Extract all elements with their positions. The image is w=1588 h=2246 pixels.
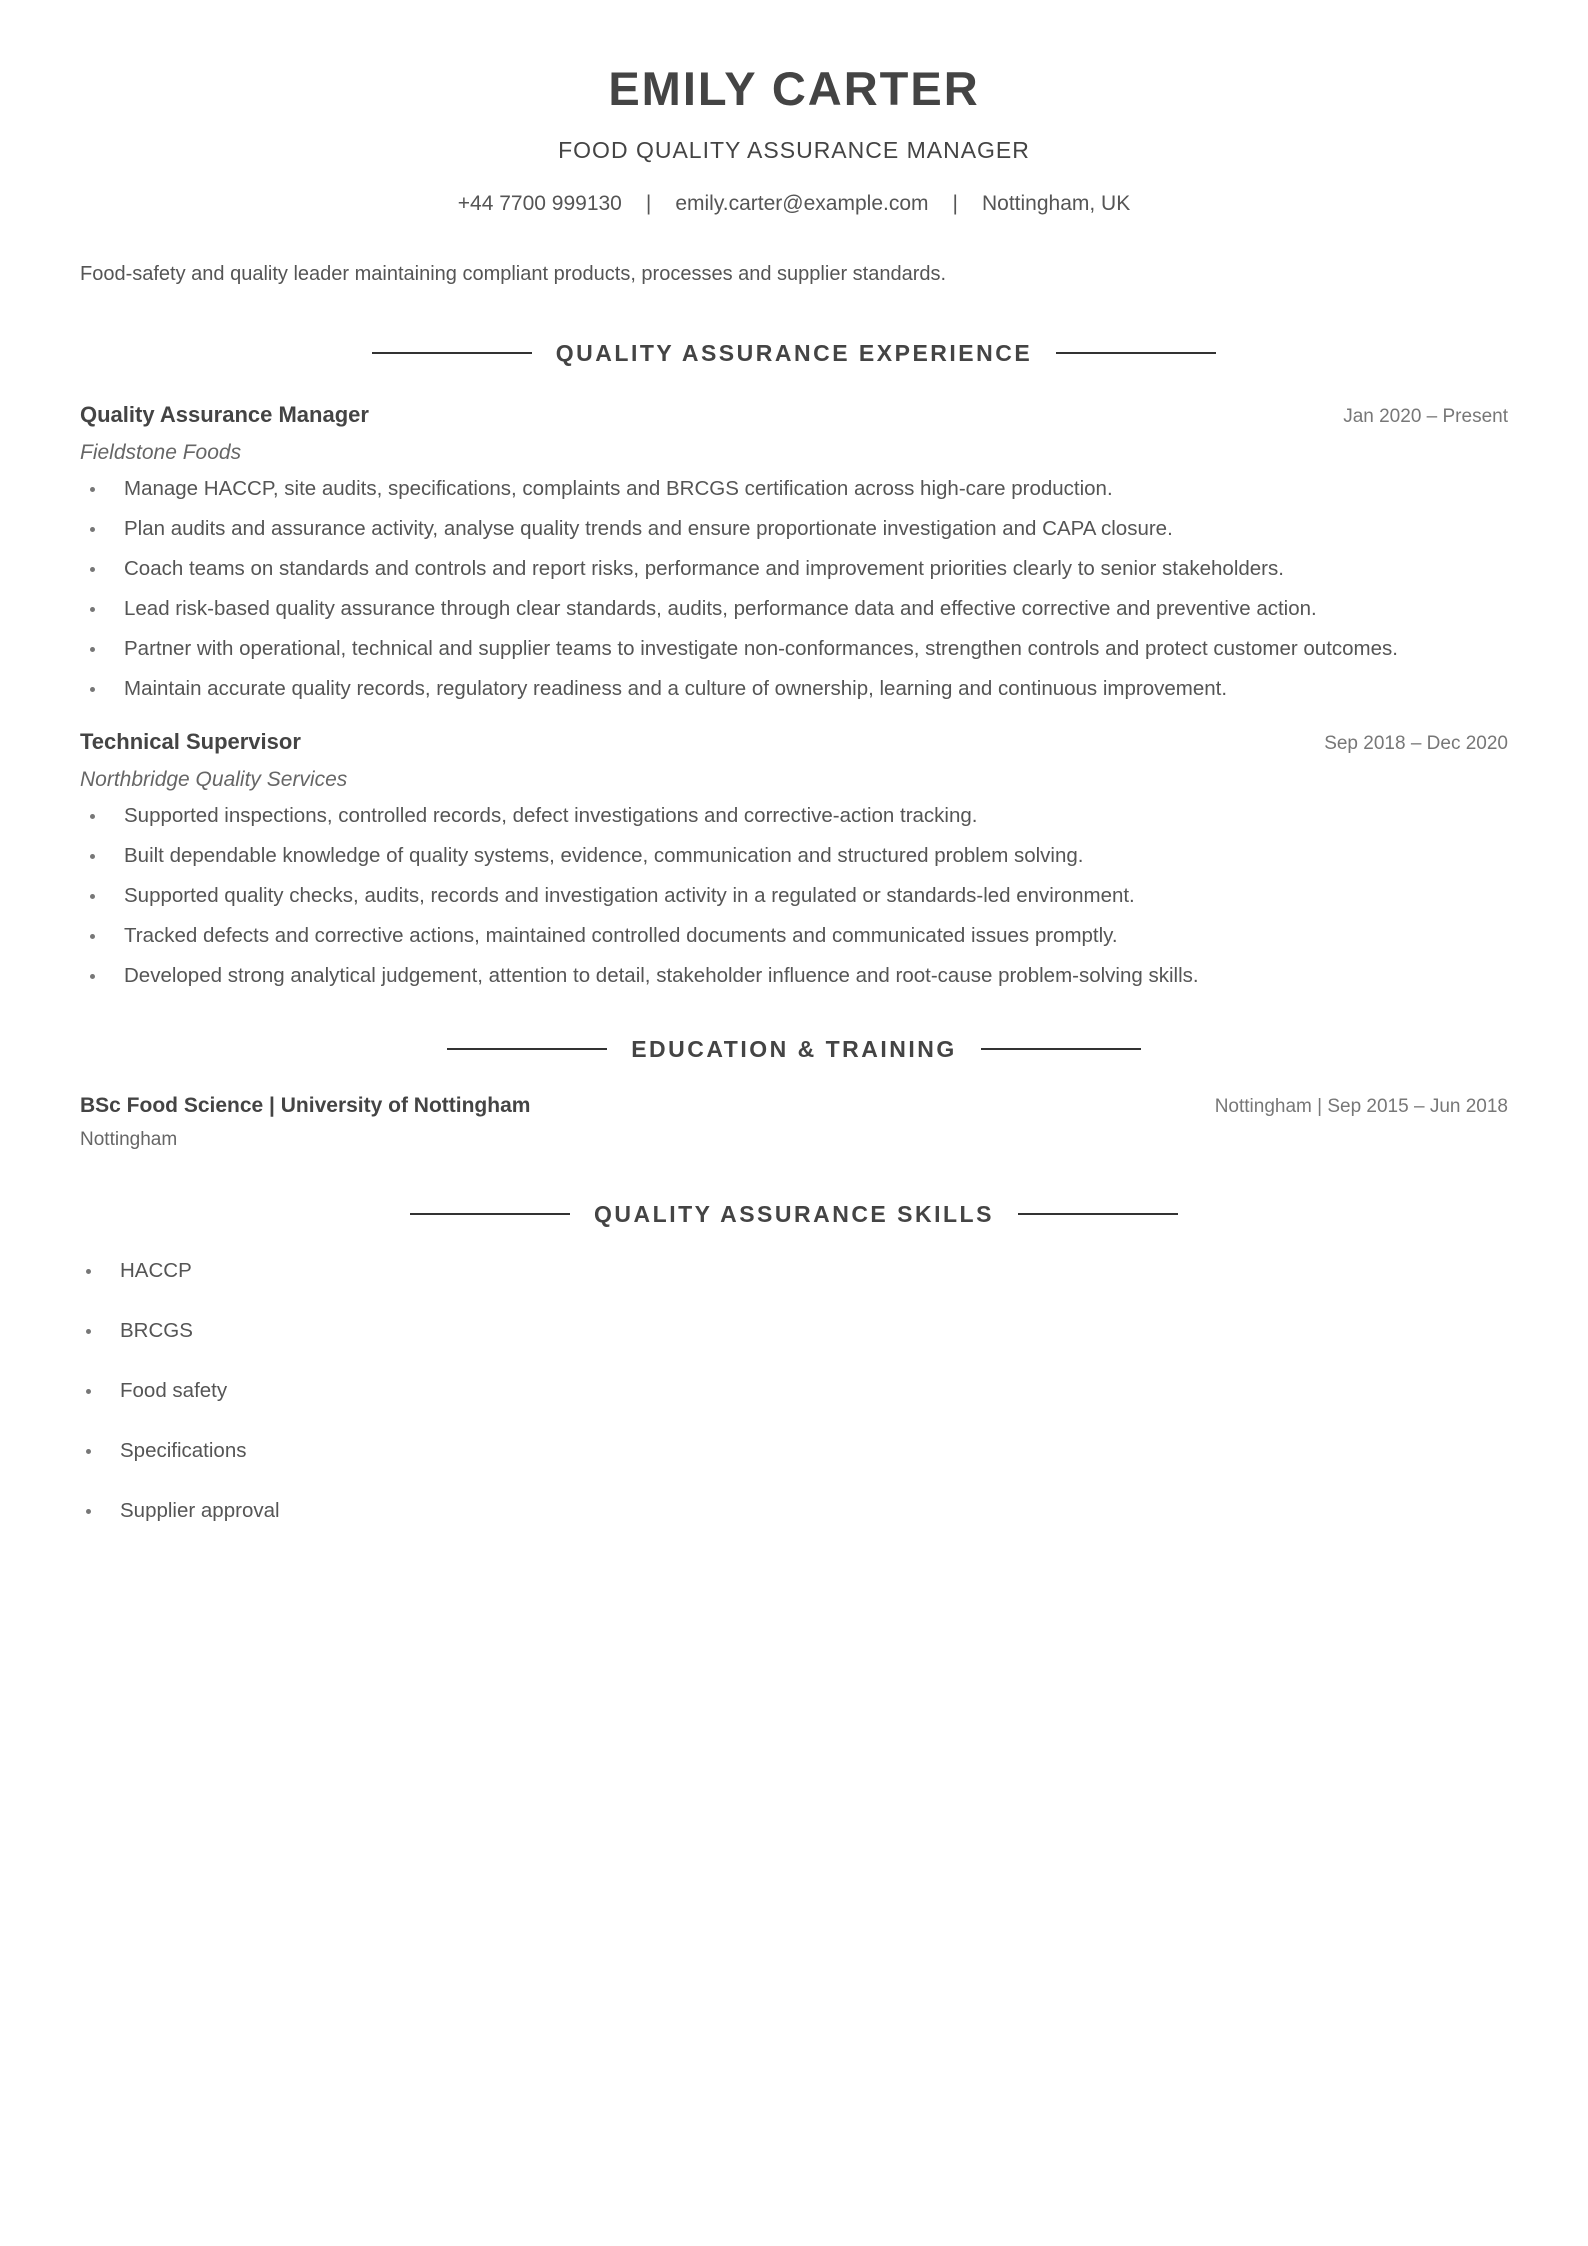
heading-rule [447, 1048, 607, 1050]
bullet-icon [86, 1509, 91, 1514]
bullet-icon [90, 814, 95, 819]
candidate-name: EMILY CARTER [608, 62, 980, 115]
bullet-icon [86, 1329, 91, 1334]
section-heading-experience [80, 339, 1508, 367]
heading-rule [372, 352, 532, 354]
list-item: Supported inspections, controlled records, defect investigations and corrective-action tracking. [80, 803, 1508, 829]
skill-item: Food safety [80, 1378, 1508, 1404]
contact-separator: | [952, 192, 958, 215]
bullet-icon [90, 894, 95, 899]
profile-summary: Food-safety and quality leader maintaining compliant products, processes and supplier standards. [80, 263, 947, 285]
company-name: Northbridge Quality Services [80, 768, 348, 791]
list-item: Partner with operational, technical and supplier teams to investigate non-conformances, strengthen controls and protect customer outcomes. [80, 636, 1508, 662]
heading-rule [1018, 1213, 1178, 1215]
bullet-icon [90, 687, 95, 692]
list-item: Maintain accurate quality records, regulatory readiness and a culture of ownership, learning and continuous improvement. [80, 676, 1508, 702]
skill-item: Supplier approval [80, 1498, 1508, 1524]
bullet-icon [90, 647, 95, 652]
education-location: Nottingham [80, 1129, 178, 1150]
education-entry [80, 1093, 1508, 1152]
education-dates: Nottingham | Sep 2015 – Jun 2018 [1214, 1096, 1508, 1117]
heading-rule [1056, 352, 1216, 354]
bullet-icon [86, 1389, 91, 1394]
bullet-icon [90, 854, 95, 859]
list-item: Built dependable knowledge of quality systems, evidence, communication and structured problem solving. [80, 843, 1508, 869]
list-item: Lead risk-based quality assurance through clear standards, audits, performance data and effective corrective and preventive action. [80, 596, 1508, 622]
list-item: Plan audits and assurance activity, analyse quality trends and ensure proportionate investigation and CAPA closure. [80, 516, 1508, 542]
job-role: Quality Assurance Manager [80, 402, 369, 427]
list-item: Supported quality checks, audits, records and investigation activity in a regulated or standards-led environment. [80, 883, 1508, 909]
heading-rule [981, 1048, 1141, 1050]
skills-list [80, 1258, 1508, 1524]
section-heading-label: QUALITY ASSURANCE SKILLS [594, 1201, 994, 1227]
job-bullets [80, 803, 1508, 989]
section-heading-skills [80, 1200, 1508, 1228]
bullet-icon [90, 974, 95, 979]
section-heading-label: EDUCATION & TRAINING [631, 1036, 957, 1062]
contact-line [80, 191, 1508, 217]
job-entry [80, 728, 1508, 989]
list-item: Tracked defects and corrective actions, maintained controlled documents and communicated issues promptly. [80, 923, 1508, 949]
job-bullets [80, 476, 1508, 702]
email-address: emily.carter@example.com [675, 192, 929, 215]
list-item: Developed strong analytical judgement, attention to detail, stakeholder influence and root-cause problem-solving skills. [80, 963, 1508, 989]
bullet-icon [86, 1449, 91, 1454]
section-heading-label: QUALITY ASSURANCE EXPERIENCE [555, 340, 1033, 366]
job-dates: Sep 2018 – Dec 2020 [1324, 733, 1508, 754]
bullet-icon [90, 527, 95, 532]
job-dates: Jan 2020 – Present [1343, 406, 1508, 427]
list-item: Manage HACCP, site audits, specifications, complaints and BRCGS certification across high-care production. [80, 476, 1508, 502]
bullet-icon [86, 1269, 91, 1274]
bullet-icon [90, 487, 95, 492]
section-heading-education [80, 1035, 1508, 1063]
contact-separator: | [645, 192, 652, 215]
skill-item: HACCP [80, 1258, 1508, 1284]
skill-item: Specifications [80, 1438, 1508, 1464]
bullet-icon [90, 934, 95, 939]
heading-rule [410, 1213, 570, 1215]
bullet-icon [90, 567, 95, 572]
skill-item: BRCGS [80, 1318, 1508, 1344]
job-role: Technical Supervisor [80, 729, 301, 754]
location: Nottingham, UK [981, 192, 1131, 215]
job-title: FOOD QUALITY ASSURANCE MANAGER [558, 137, 1030, 163]
company-name: Fieldstone Foods [80, 441, 242, 464]
degree-name: BSc Food Science | University of Nottingham [80, 1094, 531, 1117]
bullet-icon [90, 607, 95, 612]
phone-number: +44 7700 999130 [457, 192, 622, 215]
list-item: Coach teams on standards and controls and report risks, performance and improvement priorities clearly to senior stakeholders. [80, 556, 1508, 582]
job-entry [80, 401, 1508, 702]
